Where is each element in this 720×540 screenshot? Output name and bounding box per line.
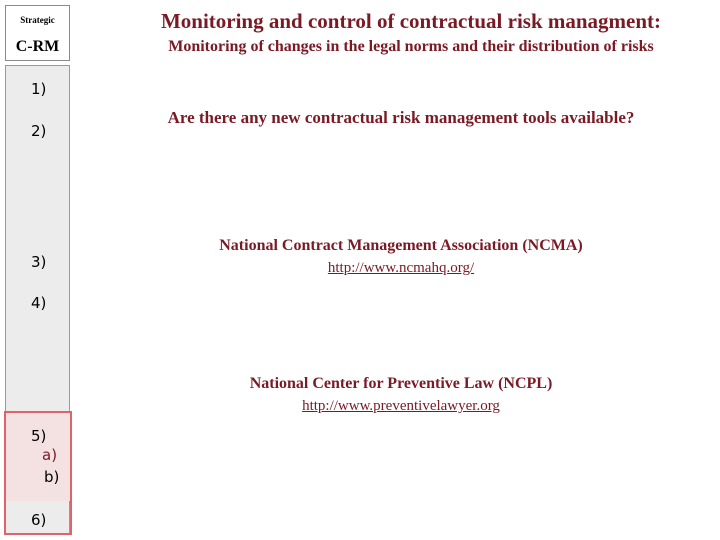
page-subtitle: Monitoring of changes in the legal norms and their distribution of risks: [168, 38, 654, 55]
resource-name-ncpl: National Center for Preventive Law (NCPL): [249, 375, 553, 392]
corner-small-label: Strategic: [20, 15, 55, 25]
key-question: Are there any new contractual risk management tools available?: [167, 108, 635, 127]
step-5: 5): [31, 427, 47, 445]
corner-big-label: C-RM: [15, 38, 60, 55]
step-6: 6): [31, 511, 47, 529]
resource-link-ncma[interactable]: http://www.ncmahq.org/: [327, 260, 475, 276]
step-3: 3): [31, 253, 47, 271]
resource-name-ncma: National Contract Management Association (NCMA): [219, 237, 583, 254]
step-1: 1): [31, 80, 47, 98]
step-5b: b): [44, 468, 60, 486]
step-4: 4): [31, 294, 47, 312]
step-5a: a): [42, 446, 58, 464]
resource-link-ncpl[interactable]: http://www.preventivelawyer.org: [302, 398, 500, 414]
page-title: Monitoring and control of contractual risk managment:: [160, 9, 662, 33]
step-2: 2): [31, 122, 47, 140]
corner-label-box: [5, 5, 70, 61]
